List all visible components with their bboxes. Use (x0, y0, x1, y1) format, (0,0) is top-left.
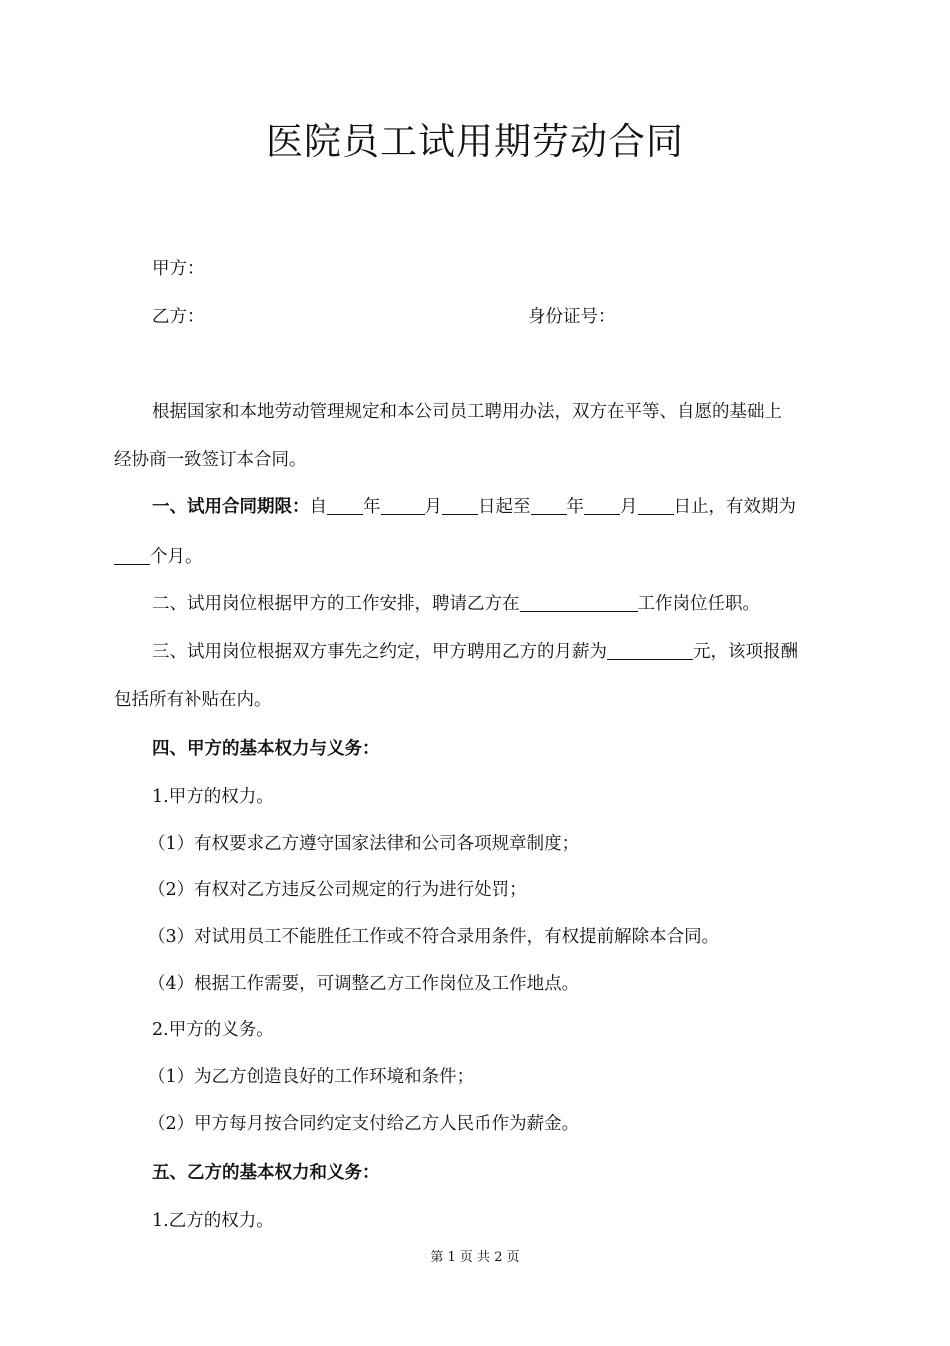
party-b-label: 乙方： (152, 307, 205, 327)
party-a-duties-title: 2.甲方的义务。 (152, 1020, 274, 1040)
end-month-blank (584, 496, 620, 515)
section-1-text: 自 (309, 497, 327, 517)
months-blank (114, 546, 150, 565)
id-number-label: 身份证号： (528, 307, 616, 327)
start-year-blank (327, 496, 363, 515)
party-a-right-item: （3）对试用员工不能胜任工作或不符合录用条件，有权提前解除本合同。 (148, 927, 720, 947)
section-3-text: 三、试用岗位根据双方事先之约定，甲方聘用乙方的月薪为 (152, 642, 607, 662)
page-footer: 第 1 页 共 2 页 (430, 1250, 520, 1265)
section-2 (152, 591, 878, 617)
section-1-text: 月 (424, 497, 442, 517)
party-a-right-item: （4）根据工作需要，可调整乙方工作岗位及工作地点。 (148, 974, 580, 994)
section-1-text: 日起至 (478, 497, 531, 517)
party-b-rights-title: 1.乙方的权力。 (152, 1211, 274, 1231)
section-1-text: 年 (566, 497, 584, 517)
section-1-text: 个月。 (150, 547, 203, 567)
section-1-text: 日止，有效期为 (673, 497, 796, 517)
end-year-blank (531, 496, 567, 515)
section-1-line-1 (152, 494, 878, 520)
salary-blank (607, 641, 693, 660)
section-3-line-1 (152, 639, 878, 665)
intro-line-2: 经协商一致签订本合同。 (114, 450, 307, 470)
party-a-right-item: （1）有权要求乙方遵守国家法律和公司各项规章制度； (148, 834, 580, 854)
party-a-rights-title: 1.甲方的权力。 (152, 787, 274, 807)
intro-line-1: 根据国家和本地劳动管理规定和本公司员工聘用办法，双方在平等、自愿的基础上 (152, 402, 782, 422)
section-1-heading: 一、试用合同期限： (152, 497, 310, 517)
section-3-text: 元，该项报酬 (693, 642, 798, 662)
section-2-text: 二、试用岗位根据甲方的工作安排，聘请乙方在 (152, 594, 520, 614)
start-month-blank (381, 496, 425, 515)
document-title: 医院员工试用期劳动合同 (266, 120, 684, 163)
section-2-text: 工作岗位任职。 (637, 594, 760, 614)
section-1-line-2 (114, 544, 840, 570)
party-a-duty-item: （1）为乙方创造良好的工作环境和条件； (148, 1067, 475, 1087)
party-a-duty-item: （2）甲方每月按合同约定支付给乙方人民币作为薪金。 (148, 1114, 580, 1134)
section-1-text: 月 (620, 497, 638, 517)
position-blank (520, 593, 638, 612)
party-a-right-item: （2）有权对乙方违反公司规定的行为进行处罚； (148, 880, 527, 900)
end-day-blank (638, 496, 674, 515)
section-1-text: 年 (363, 497, 381, 517)
start-day-blank (442, 496, 478, 515)
party-a-label: 甲方： (152, 259, 205, 279)
section-5-heading: 五、乙方的基本权力和义务： (152, 1163, 380, 1183)
section-4-heading: 四、甲方的基本权力与义务： (152, 739, 380, 759)
section-3-line-2: 包括所有补贴在内。 (114, 690, 272, 710)
